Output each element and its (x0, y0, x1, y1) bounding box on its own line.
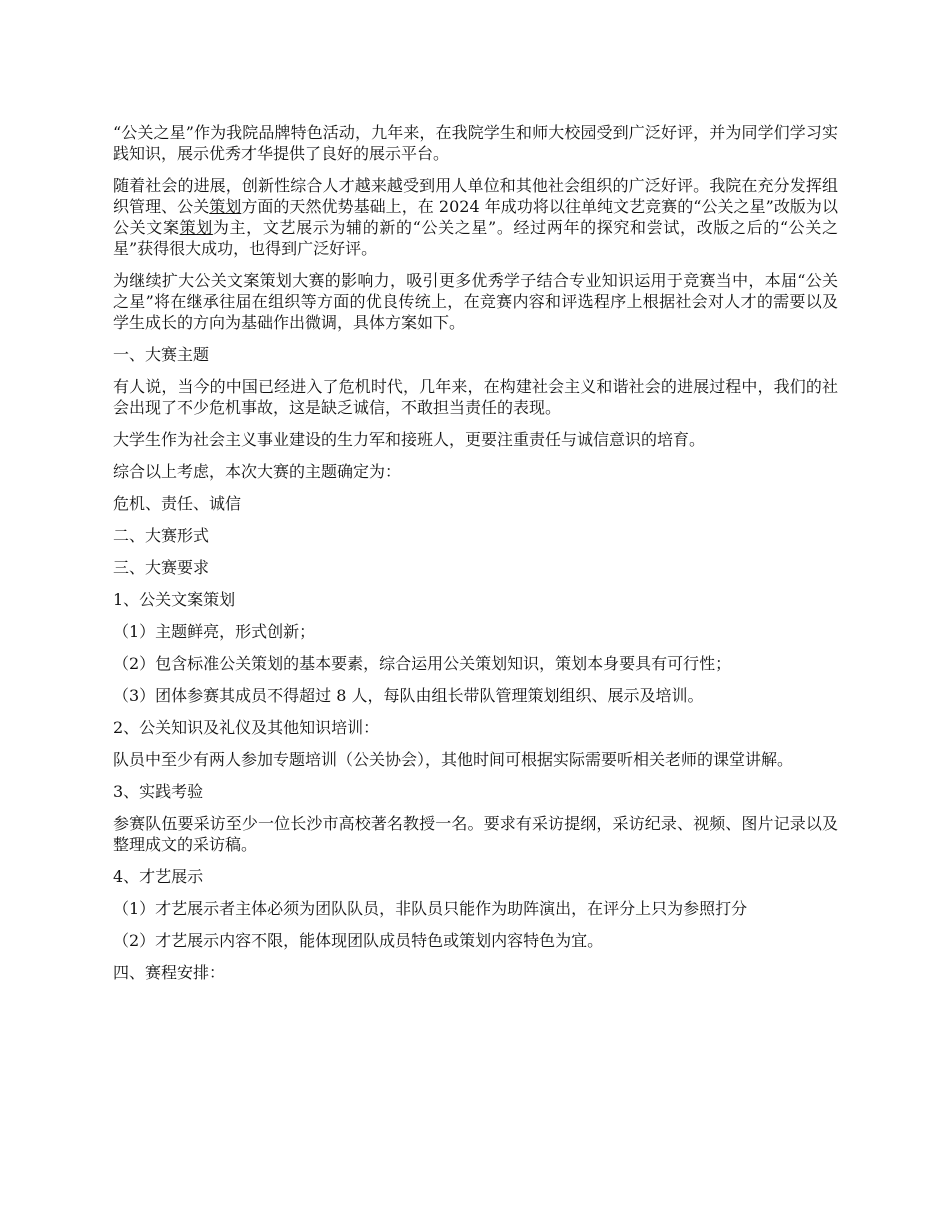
paragraph-students: 大学生作为社会主义事业建设的生力军和接班人，更要注重责任与诚信意识的培育。 (113, 430, 706, 449)
paragraph-training: 队员中至少有两人参加专题培训（公关协会），其他时间可根据实际需要听相关老师的课堂讲解。 (113, 750, 794, 769)
planning-link-1[interactable]: 策划 (209, 197, 242, 216)
requirement-item-1: （1）主题鲜亮，形式创新； (113, 622, 316, 641)
paragraph-crisis-era: 有人说，当今的中国已经进入了危机时代，几年来，在构建社会主义和谐社会的进展过程中，我们的社会出现了不少危机事故，这是缺乏诚信，不敢担当责任的表现。 (113, 377, 838, 417)
paragraph-background (113, 175, 838, 259)
theme-keywords: 危机、责任、诚信 (113, 494, 242, 513)
paragraph-purpose: 为继续扩大公关文案策划大赛的影响力，吸引更多优秀学子结合专业知识运用于竞赛当中，本届“公关之星”将在继承往届在组织等方面的优良传统上，在竞赛内容和评选程序上根据社会对人才的需要以及学生成长的方向为基础作出微调，具体方案如下。 (113, 271, 838, 332)
paragraph-background-text-1: 随着社会的进展，创新性综合人才越来越受到用人单位和其他社会组织的广泛好评。我院在充分发挥组织管理、公关 (113, 176, 838, 216)
paragraph-background-text-3: 为主，文艺展示为辅的新的“公关之星”。经过两年的探究和尝试，改版之后的“公关之星”获得很大成功，也得到广泛好评。 (113, 218, 838, 258)
talent-item-2: （2）才艺展示内容不限，能体现团队成员特色或策划内容特色为宜。 (113, 931, 604, 950)
section-heading-requirements: 三、大赛要求 (113, 558, 210, 577)
section-heading-format: 二、大赛形式 (113, 526, 210, 545)
subheading-talent: 4、才艺展示 (113, 867, 204, 886)
paragraph-practice: 参赛队伍要采访至少一位长沙市高校著名教授一名。要求有采访提纲，采访纪录、视频、图片记录以及整理成文的采访稿。 (113, 814, 838, 854)
paragraph-conclusion: 综合以上考虑，本次大赛的主题确定为： (113, 462, 402, 481)
subheading-training: 2、公关知识及礼仪及其他知识培训： (113, 718, 380, 737)
document-page (113, 122, 838, 994)
planning-link-2[interactable]: 策划 (179, 218, 213, 237)
talent-item-1: （1）才艺展示者主体必须为团队队员，非队员只能作为助阵演出，在评分上只为参照打分 (113, 899, 748, 918)
section-heading-theme: 一、大赛主题 (113, 345, 210, 364)
paragraph-intro: “公关之星”作为我院品牌特色活动，九年来，在我院学生和师大校园受到广泛好评，并为同学们学习实践知识，展示优秀才华提供了良好的展示平台。 (113, 123, 838, 163)
subheading-copy-planning: 1、公关文案策划 (113, 590, 236, 609)
requirement-item-3: （3）团体参赛其成员不得超过 8 人，每队由组长带队管理策划组织、展示及培训。 (113, 686, 704, 705)
section-heading-schedule: 四、赛程安排： (113, 963, 226, 982)
subheading-practice: 3、实践考验 (113, 782, 204, 801)
requirement-item-2: （2）包含标准公关策划的基本要素，综合运用公关策划知识，策划本身要具有可行性； (113, 654, 732, 673)
paragraph-background-text-2: 方面的天然优势基础上，在 2024 年成功将以往单纯文艺竞赛的“公关之星”改版为以公关文案 (113, 197, 838, 237)
